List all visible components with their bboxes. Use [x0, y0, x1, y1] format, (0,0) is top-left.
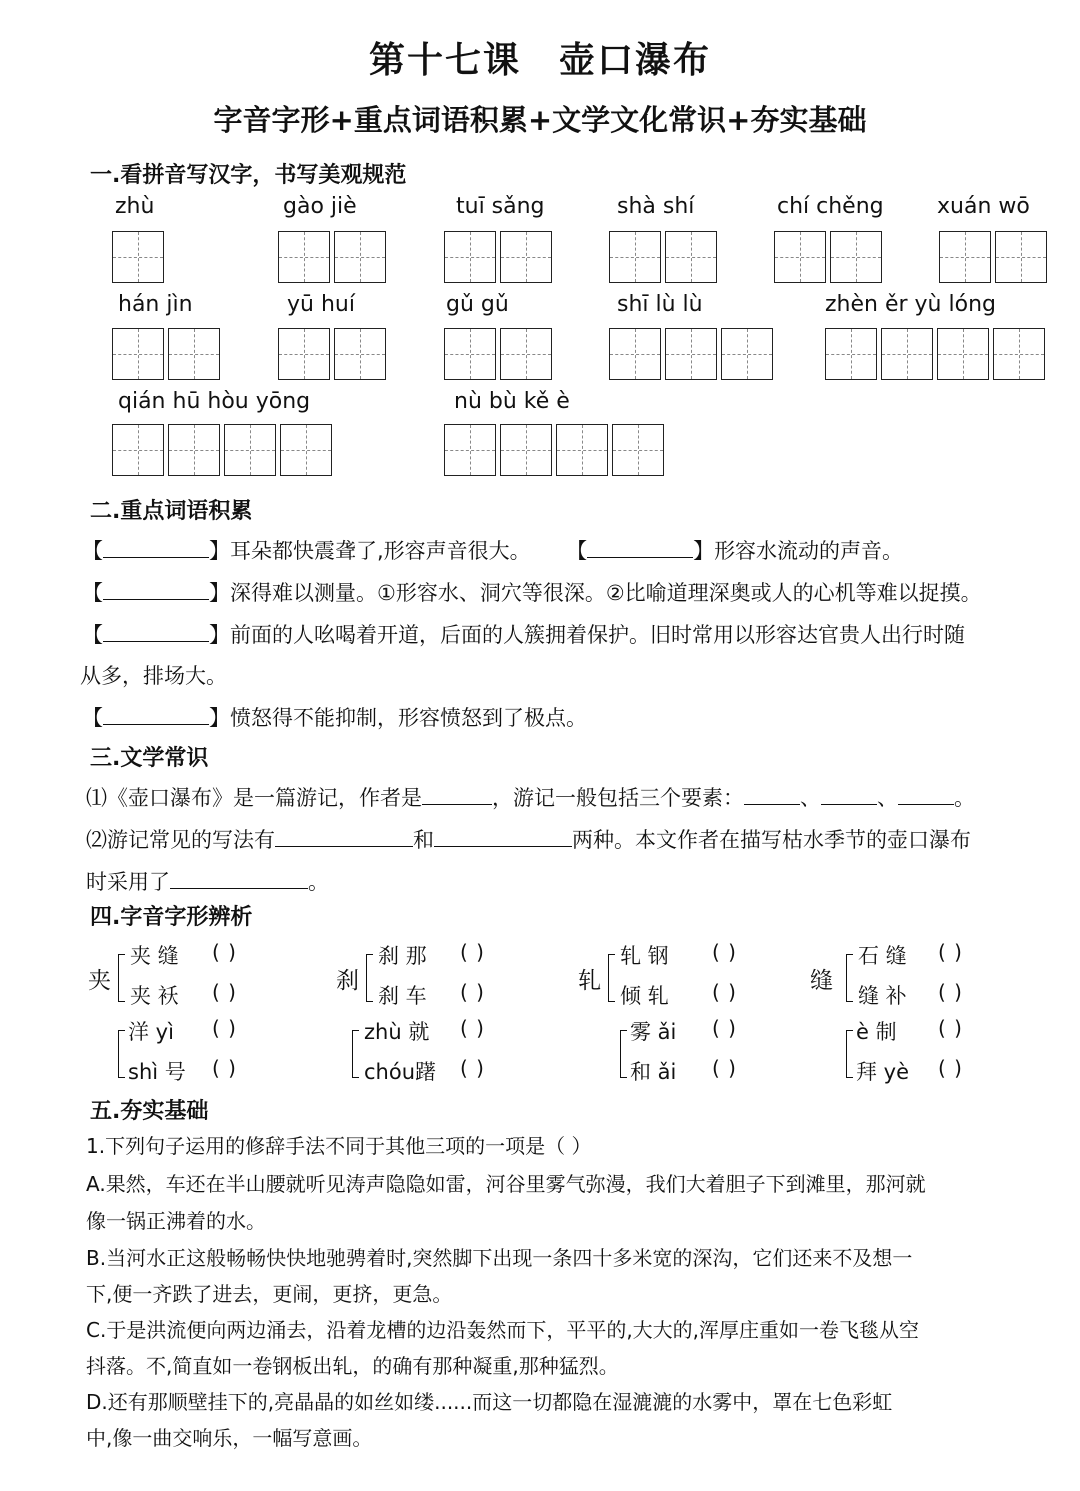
- answer-paren[interactable]: ( ): [212, 940, 237, 964]
- period-mark: 。: [308, 870, 329, 894]
- word-a: 刹 那: [378, 944, 427, 968]
- pinyin-xuanwo: xuán wō: [937, 194, 1030, 219]
- word-a: 洋 yì: [128, 1020, 174, 1044]
- section-3-heading: 三.文学常识: [90, 746, 209, 771]
- answer-paren[interactable]: ( ): [212, 1016, 237, 1040]
- answer-blank[interactable]: [275, 845, 413, 847]
- word-a: 雾 ǎi: [630, 1020, 677, 1044]
- answer-paren[interactable]: ( ): [712, 940, 737, 964]
- vocab-line-2: [82, 577, 982, 607]
- char-box[interactable]: [993, 328, 1045, 380]
- answer-blank[interactable]: [587, 556, 693, 558]
- char-box-group[interactable]: [774, 231, 882, 283]
- char-box[interactable]: [278, 328, 330, 380]
- vocab-def-4: 愤怒得不能抑制，形容愤怒到了极点。: [230, 706, 587, 730]
- char-box[interactable]: [224, 424, 276, 476]
- char-box-group[interactable]: [444, 328, 552, 380]
- answer-paren[interactable]: ( ): [460, 1056, 485, 1080]
- answer-paren[interactable]: ( ): [712, 980, 737, 1004]
- pinyin-zhu: zhù: [115, 194, 155, 219]
- answer-blank[interactable]: [170, 887, 308, 889]
- bracket-close: 】: [209, 706, 230, 730]
- lit-q2: [86, 824, 971, 854]
- char-box[interactable]: [280, 424, 332, 476]
- pinyin-gugu: gǔ gǔ: [446, 292, 509, 317]
- bracket-open: 【: [566, 539, 588, 563]
- char-box-group[interactable]: [112, 328, 220, 380]
- bracket-open: 【: [82, 706, 103, 730]
- bracket-close: 】: [693, 539, 715, 563]
- pinyin-yuhui: yū huí: [287, 292, 355, 317]
- answer-paren[interactable]: ( ): [212, 980, 237, 1004]
- brace-mark: [846, 954, 853, 1002]
- char-box[interactable]: [881, 328, 933, 380]
- option-b-line-1[interactable]: B.当河水正这般畅畅快快地驰骋着时,突然脚下出现一条四十多米宽的深沟，它们还来不及想一: [86, 1246, 913, 1270]
- brace-mark: [118, 1030, 125, 1078]
- word-a: zhù 就: [364, 1020, 430, 1044]
- char-box[interactable]: [168, 424, 220, 476]
- vocab-def-3: 前面的人吆喝着开道，后面的人簇拥着保护。旧时常用以形容达官贵人出行时随: [230, 623, 965, 647]
- pinyin-hanjin: hán jìn: [118, 292, 193, 317]
- word-b: 刹 车: [378, 984, 427, 1008]
- answer-paren[interactable]: ( ): [212, 1056, 237, 1080]
- char-box[interactable]: [937, 328, 989, 380]
- answer-blank[interactable]: [422, 803, 492, 805]
- answer-blank[interactable]: [103, 598, 209, 600]
- lit-q2-text-d: 时采用了: [86, 870, 170, 894]
- lit-q1: [86, 782, 975, 812]
- lit-q2-text-c: 两种。本文作者在描写枯水季节的壶口瀑布: [572, 828, 971, 852]
- option-b-line-2: 下,便一齐跌了进去，更闹，更挤，更急。: [86, 1282, 453, 1306]
- bracket-open: 【: [82, 539, 103, 563]
- char-box[interactable]: [112, 231, 164, 283]
- period-mark: 。: [954, 786, 975, 810]
- group-head-jia: 夹: [88, 968, 111, 994]
- group-head-sha: 刹: [336, 968, 359, 994]
- vocab-def-3-cont: 从多，排场大。: [80, 664, 227, 688]
- char-box[interactable]: [609, 328, 661, 380]
- brace-mark: [352, 1030, 359, 1078]
- bracket-close: 】: [209, 539, 230, 563]
- char-box[interactable]: [500, 328, 552, 380]
- answer-paren[interactable]: ( ): [460, 940, 485, 964]
- answer-blank[interactable]: [103, 640, 209, 642]
- answer-paren[interactable]: ( ): [938, 940, 963, 964]
- page-subtitle: 字音字形+重点词语积累+文学文化常识+夯实基础: [213, 103, 867, 137]
- dun-mark: 、: [877, 786, 898, 810]
- char-box[interactable]: [609, 231, 661, 283]
- option-a-line-1[interactable]: A.果然，车还在半山腰就听见涛声隐隐如雷，河谷里雾气弥漫，我们大着胆子下到滩里，那河就: [86, 1172, 926, 1196]
- char-box[interactable]: [665, 328, 717, 380]
- char-box[interactable]: [444, 424, 496, 476]
- pinyin-gaojie: gào jiè: [283, 194, 357, 219]
- char-box[interactable]: [112, 328, 164, 380]
- answer-paren[interactable]: ( ): [938, 1016, 963, 1040]
- char-box-group[interactable]: [609, 328, 773, 380]
- lit-q1-text-b: ，游记一般包括三个要素：: [492, 786, 744, 810]
- group-head-ya: 轧: [578, 968, 601, 994]
- pinyin-tuisang: tuī sǎng: [456, 194, 545, 219]
- vocab-def-1b: 形容水流动的声音。: [714, 539, 904, 563]
- word-b: 夹 袄: [130, 984, 179, 1008]
- char-box[interactable]: [500, 424, 552, 476]
- mc-question: 1.下列句子运用的修辞手法不同于其他三项的一项是（ ）: [86, 1134, 592, 1158]
- option-c-line-2: 抖落。不,简直如一卷钢板出轧，的确有那种凝重,那种猛烈。: [86, 1354, 619, 1378]
- answer-blank[interactable]: [434, 845, 572, 847]
- answer-blank[interactable]: [821, 803, 877, 805]
- char-box[interactable]: [444, 328, 496, 380]
- char-box[interactable]: [825, 328, 877, 380]
- brace-mark: [620, 1030, 627, 1078]
- word-a: 夹 缝: [130, 944, 179, 968]
- option-d-line-1[interactable]: D.还有那顺壁挂下的,亮晶晶的如丝如缕......而这一切都隐在湿漉漉的水雾中，罩在七色彩虹: [86, 1390, 893, 1414]
- option-c-line-1[interactable]: C.于是洪流便向两边涌去，沿着龙槽的边沿轰然而下，平平的,大大的,浑厚庄重如一卷飞毯从空: [86, 1318, 920, 1342]
- vocab-line-3: [82, 619, 965, 649]
- char-box-group[interactable]: [609, 231, 717, 283]
- char-box[interactable]: [168, 328, 220, 380]
- char-box-group[interactable]: [112, 231, 164, 283]
- pinyin-nubukee: nù bù kě è: [454, 389, 570, 414]
- brace-mark: [608, 954, 615, 1002]
- answer-paren[interactable]: ( ): [460, 980, 485, 1004]
- bracket-open: 【: [82, 623, 103, 647]
- char-box[interactable]: [612, 424, 664, 476]
- char-box-group[interactable]: [278, 328, 386, 380]
- brace-mark: [118, 954, 125, 1002]
- lit-q2-text-a: ⑵游记常见的写法有: [86, 828, 275, 852]
- answer-paren[interactable]: ( ): [712, 1056, 737, 1080]
- word-b: chóu躇: [364, 1060, 437, 1084]
- section-4-heading: 四.字音字形辨析: [90, 905, 253, 930]
- option-a-line-2: 像一锅正沸着的水。: [86, 1209, 266, 1233]
- answer-blank[interactable]: [744, 803, 800, 805]
- pinyin-shashi: shà shí: [617, 194, 695, 219]
- word-b: shì 号: [128, 1060, 186, 1084]
- char-box[interactable]: [112, 424, 164, 476]
- pinyin-chicheng: chí chěng: [777, 194, 884, 219]
- option-d-line-2: 中,像一曲交响乐，一幅写意画。: [86, 1426, 373, 1450]
- answer-paren[interactable]: ( ): [460, 1016, 485, 1040]
- pinyin-zhenyulong: zhèn ěr yù lóng: [825, 292, 996, 317]
- lit-q2-text-b: 和: [413, 828, 434, 852]
- answer-paren[interactable]: ( ): [938, 980, 963, 1004]
- answer-paren[interactable]: ( ): [938, 1056, 963, 1080]
- group-head-feng: 缝: [810, 968, 833, 994]
- lit-q2-cont: [86, 866, 329, 896]
- char-box[interactable]: [500, 231, 552, 283]
- section-2-heading: 二.重点词语积累: [90, 499, 253, 524]
- vocab-def-2: 深得难以测量。①形容水、洞穴等很深。②比喻道理深奥或人的心机等难以捉摸。: [230, 581, 982, 605]
- char-box[interactable]: [556, 424, 608, 476]
- pinyin-qianhuhouyong: qián hū hòu yōng: [118, 389, 311, 414]
- word-b: 和 ǎi: [630, 1060, 677, 1084]
- char-box-group[interactable]: [278, 231, 386, 283]
- answer-blank[interactable]: [103, 723, 209, 725]
- vocab-line-1: [82, 535, 903, 565]
- word-b: 缝 补: [858, 984, 907, 1008]
- answer-paren[interactable]: ( ): [712, 1016, 737, 1040]
- char-box[interactable]: [444, 231, 496, 283]
- page-title: 第十七课 壶口瀑布: [368, 40, 711, 81]
- vocab-line-4: [82, 702, 587, 732]
- char-box-group[interactable]: [444, 424, 664, 476]
- bracket-close: 】: [209, 623, 230, 647]
- dun-mark: 、: [800, 786, 821, 810]
- answer-blank[interactable]: [103, 556, 209, 558]
- bracket-close: 】: [209, 581, 230, 605]
- vocab-def-1a: 耳朵都快震聋了,形容声音很大。: [230, 539, 531, 563]
- pinyin-shilulu: shī lù lù: [617, 292, 703, 317]
- char-box[interactable]: [939, 231, 991, 283]
- char-box[interactable]: [665, 231, 717, 283]
- word-b: 拜 yè: [856, 1060, 910, 1084]
- char-box[interactable]: [721, 328, 773, 380]
- section-5-heading: 五.夯实基础: [90, 1099, 209, 1124]
- word-a: 石 缝: [858, 944, 907, 968]
- char-box[interactable]: [774, 231, 826, 283]
- lit-q1-text-a: ⑴《壶口瀑布》是一篇游记，作者是: [86, 786, 422, 810]
- char-box-group[interactable]: [112, 424, 332, 476]
- char-box-group[interactable]: [825, 328, 1045, 380]
- word-a: 轧 钢: [620, 944, 669, 968]
- brace-mark: [846, 1030, 853, 1078]
- bracket-open: 【: [82, 581, 103, 605]
- char-box[interactable]: [334, 231, 386, 283]
- char-box[interactable]: [278, 231, 330, 283]
- char-box[interactable]: [995, 231, 1047, 283]
- char-box-group[interactable]: [444, 231, 552, 283]
- word-a: è 制: [856, 1020, 897, 1044]
- char-box[interactable]: [334, 328, 386, 380]
- char-box-group[interactable]: [939, 231, 1047, 283]
- section-1-heading: 一.看拼音写汉字，书写美观规范: [90, 163, 407, 188]
- answer-blank[interactable]: [898, 803, 954, 805]
- char-box[interactable]: [830, 231, 882, 283]
- brace-mark: [366, 954, 373, 1002]
- word-b: 倾 轧: [620, 984, 669, 1008]
